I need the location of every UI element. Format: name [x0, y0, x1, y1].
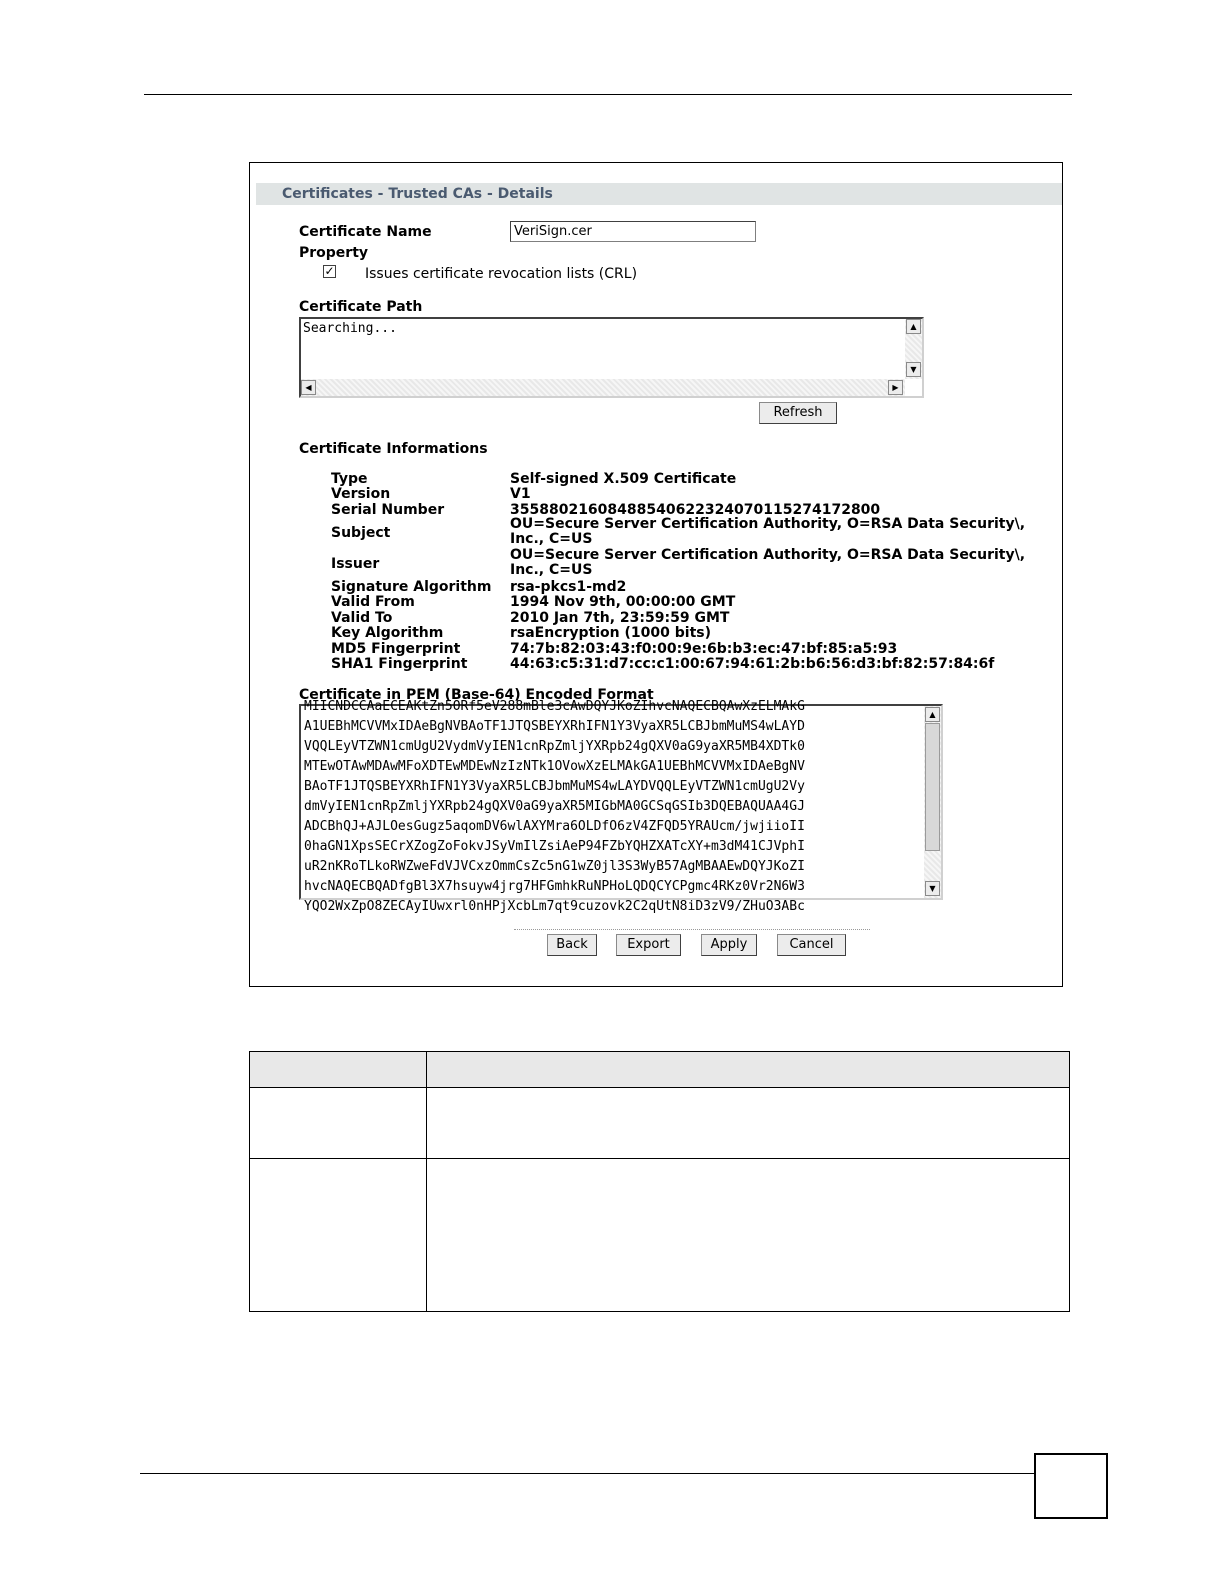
info-label-type: Type: [331, 471, 368, 487]
table-cell: [427, 1159, 1070, 1312]
divider: [514, 929, 870, 930]
info-value-sha1-fingerprint: 44:63:c5:31:d7:cc:c1:00:67:94:61:2b:b6:56:d3:bf:82:57:84:6f: [510, 656, 995, 672]
info-label-subject: Subject: [331, 525, 391, 541]
pem-content: [301, 697, 923, 917]
pem-line: ADCBhQJ+AJLOesGugz5aqomDV6wlAXYMra6OLDfO6zV4ZFQD5YRAUcm/jwjiioII: [304, 819, 805, 834]
path-vertical-scrollbar[interactable]: [905, 319, 922, 379]
back-button[interactable]: Back: [547, 934, 597, 956]
checkmark-icon: ✓: [324, 264, 335, 278]
info-label-md5-fingerprint: MD5 Fingerprint: [331, 641, 461, 657]
scroll-down-icon[interactable]: ▼: [906, 362, 921, 377]
info-label-serial-number: Serial Number: [331, 502, 445, 518]
property-label: Property: [299, 245, 369, 261]
table-header-row: [250, 1052, 1070, 1088]
export-button[interactable]: Export: [616, 934, 681, 956]
crl-checkbox[interactable]: [323, 265, 336, 278]
table-header-cell: [427, 1052, 1070, 1088]
info-value-valid-to: 2010 Jan 7th, 23:59:59 GMT: [510, 610, 730, 626]
crl-checkbox-label: Issues certificate revocation lists (CRL): [365, 266, 638, 282]
scroll-up-icon[interactable]: ▲: [906, 319, 921, 334]
info-label-version: Version: [331, 486, 391, 502]
pem-line: MIICNDCCAaECEAKtZn5ORf5eV288mBle3cAwDQYJKoZIhvcNAQECBQAwXzELMAkG: [304, 699, 805, 714]
info-value-md5-fingerprint: 74:7b:82:03:43:f0:00:9e:6b:b3:ec:47:bf:85:a5:93: [510, 641, 898, 657]
info-label-key-algorithm: Key Algorithm: [331, 625, 444, 641]
info-value-issuer: OU=Secure Server Certification Authority, O=RSA Data Security\, Inc., C=US: [510, 547, 1026, 578]
table-header-cell: [250, 1052, 427, 1088]
pem-line: 0haGN1XpsSECrXZogZoFokvJSyVmIlZsiAeP94FZbYQHZXATcXY+m3dM41CJVphI: [304, 839, 805, 854]
info-value-subject: OU=Secure Server Certification Authority, O=RSA Data Security\, Inc., C=US: [510, 516, 1026, 547]
footer-rule: [140, 1473, 1036, 1474]
table-cell: [427, 1088, 1070, 1159]
info-value-key-algorithm: rsaEncryption (1000 bits): [510, 625, 711, 641]
certificate-name-label: Certificate Name: [299, 224, 432, 240]
info-label-sha1-fingerprint: SHA1 Fingerprint: [331, 656, 468, 672]
panel-title: Certificates - Trusted CAs - Details: [256, 183, 1062, 205]
table-row: [250, 1159, 1070, 1312]
pem-line: MTEwOTAwMDAwMFoXDTEwMDEwNzIzNTk1OVowXzELMAkGA1UEBhMCVVMxIDAeBgNV: [304, 759, 805, 774]
scroll-down-icon[interactable]: ▼: [925, 881, 940, 896]
pem-line: hvcNAQECBQADfgBl3X7hsuyw4jrg7HFGmhkRuNPHoLQDQCYCPgmc4RKz0Vr2N6W3: [304, 879, 805, 894]
info-value-version: V1: [510, 486, 531, 502]
certificate-details-panel: [249, 162, 1063, 987]
cancel-button[interactable]: Cancel: [777, 934, 846, 956]
pem-line: VQQLEyVTZWN1cmUgU2VydmVyIEN1cnRpZmljYXRpb24gQXV0aG9yaXR5MB4XDTk0: [304, 739, 805, 754]
info-value-signature-algorithm: rsa-pkcs1-md2: [510, 579, 627, 595]
path-horizontal-scrollbar[interactable]: [301, 379, 905, 396]
certificate-name-input[interactable]: [510, 221, 756, 242]
scroll-up-icon[interactable]: ▲: [925, 707, 940, 722]
info-label-issuer: Issuer: [331, 556, 380, 572]
scroll-left-icon[interactable]: ◀: [301, 380, 316, 395]
info-value-type: Self-signed X.509 Certificate: [510, 471, 737, 487]
pem-line: dmVyIEN1cnRpZmljYXRpb24gQXV0aG9yaXR5MIGbMA0GCSqGSIb3DQEBAQUAA4GJ: [304, 799, 805, 814]
pem-vertical-scrollbar[interactable]: [924, 706, 941, 898]
pem-textarea[interactable]: [299, 699, 943, 914]
pem-line: YQO2WxZpO8ZECAyIUwxrl0nHPjXcbLm7qt9cuzovk2C2qUtN8iD3zV9/ZHuO3ABc: [304, 899, 805, 914]
certificate-path-label: Certificate Path: [299, 299, 423, 315]
info-label-valid-to: Valid To: [331, 610, 393, 626]
table-cell: [250, 1088, 427, 1159]
scroll-right-icon[interactable]: ▶: [888, 380, 903, 395]
refresh-button[interactable]: Refresh: [759, 402, 837, 424]
certificate-informations-label: Certificate Informations: [299, 441, 488, 457]
info-label-signature-algorithm: Signature Algorithm: [331, 579, 492, 595]
pem-line: uR2nKRoTLkoRWZweFdVJVCxzOmmCsZc5nG1wZ0jl3S3WyB57AgMBAAEwDQYJKoZI: [304, 859, 805, 874]
scrollbar-thumb[interactable]: [925, 723, 940, 851]
description-table: [249, 1051, 1070, 1312]
pem-line: A1UEBhMCVVMxIDAeBgNVBAoTF1JTQSBEYXRhIFN1Y3VyaXR5LCBJbmMuMS4wLAYD: [304, 719, 805, 734]
pem-line: BAoTF1JTQSBEYXRhIFN1Y3VyaXR5LCBJbmMuMS4wLAYDVQQLEyVTZWN1cmUgU2Vy: [304, 779, 805, 794]
apply-button[interactable]: Apply: [701, 934, 757, 956]
info-value-serial-number: 35588021608488540622324070115274172800: [510, 502, 881, 518]
page-number-box: [1034, 1453, 1108, 1519]
info-value-valid-from: 1994 Nov 9th, 00:00:00 GMT: [510, 594, 736, 610]
certificate-path-box[interactable]: [299, 317, 924, 398]
header-rule: [144, 94, 1072, 95]
table-row: [250, 1088, 1070, 1159]
table-cell: [250, 1159, 427, 1312]
pem-format-label: Certificate in PEM (Base-64) Encoded Format: [299, 687, 654, 703]
certificate-path-text: Searching...: [303, 321, 397, 336]
info-label-valid-from: Valid From: [331, 594, 415, 610]
